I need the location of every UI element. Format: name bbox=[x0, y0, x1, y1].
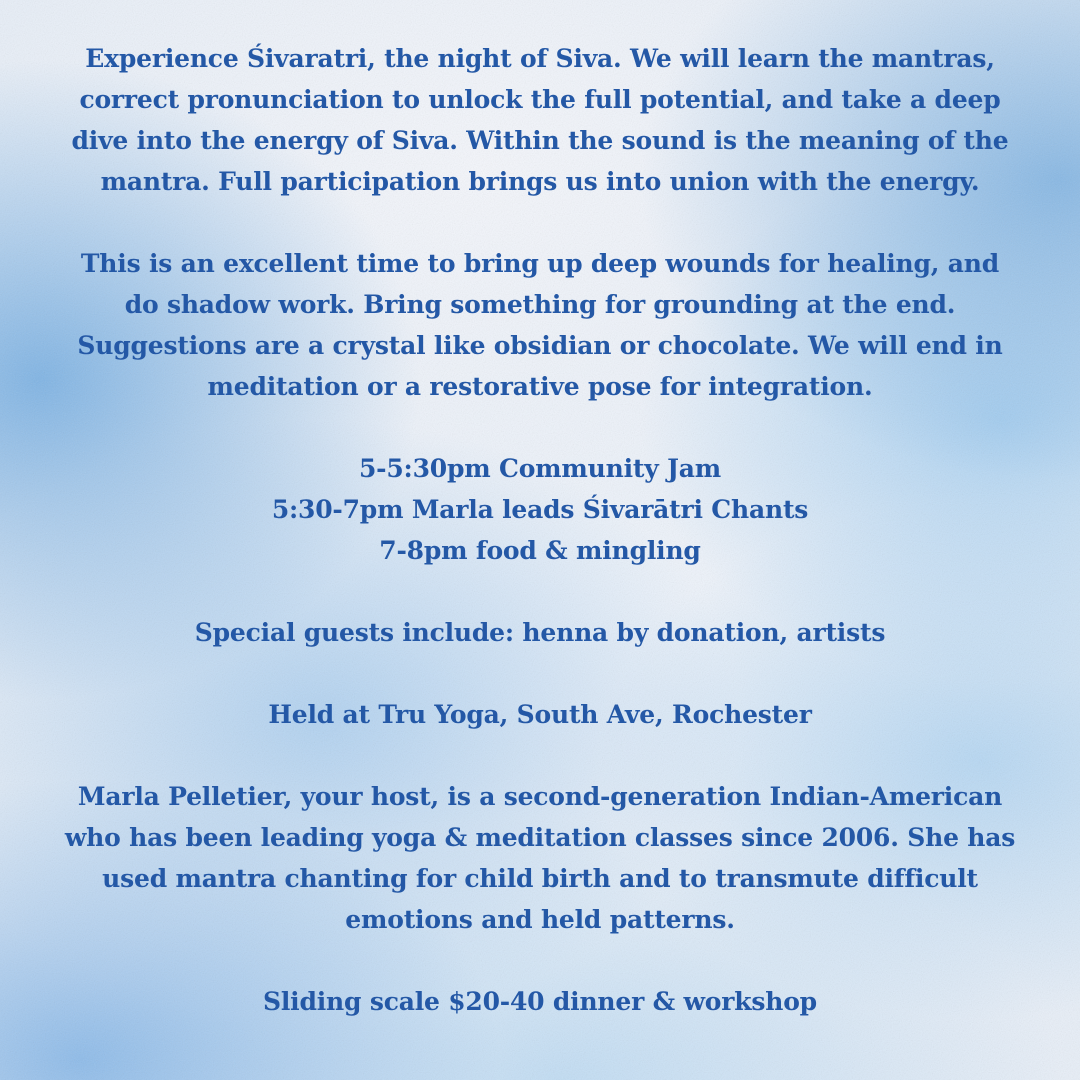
preparation-notes bbox=[40, 243, 1040, 407]
host-bio-line: used mantra chanting for child birth and to transmute difficult bbox=[102, 864, 978, 893]
description-line: Experience Śivaratri, the night of Siva. We will learn the mantras, bbox=[85, 44, 995, 73]
pricing bbox=[40, 981, 1040, 1022]
description-line: dive into the energy of Siva. Within the sound is the meaning of the bbox=[71, 126, 1009, 155]
host-bio-line: who has been leading yoga & meditation classes since 2006. She has bbox=[64, 823, 1016, 852]
schedule bbox=[40, 448, 1040, 571]
host-bio-line: Marla Pelletier, your host, is a second-generation Indian-American bbox=[77, 782, 1003, 811]
schedule-item: 7-8pm food & mingling bbox=[379, 536, 701, 565]
special-guests bbox=[40, 612, 1040, 653]
event-description bbox=[40, 38, 1040, 202]
description-line: correct pronunciation to unlock the full potential, and take a deep bbox=[79, 85, 1001, 114]
special-guests-text: Special guests include: henna by donation, artists bbox=[194, 618, 886, 647]
flyer-text bbox=[40, 38, 1040, 1022]
preparation-line: This is an excellent time to bring up deep wounds for healing, and bbox=[80, 249, 1000, 278]
preparation-line: do shadow work. Bring something for grounding at the end. bbox=[124, 290, 956, 319]
schedule-item: 5:30-7pm Marla leads Śivarātri Chants bbox=[271, 495, 809, 524]
preparation-line: meditation or a restorative pose for integration. bbox=[207, 372, 873, 401]
host-bio bbox=[40, 776, 1040, 940]
preparation-line: Suggestions are a crystal like obsidian or chocolate. We will end in bbox=[77, 331, 1003, 360]
pricing-text: Sliding scale $20-40 dinner & workshop bbox=[263, 987, 817, 1016]
schedule-item: 5-5:30pm Community Jam bbox=[358, 454, 721, 483]
venue bbox=[40, 694, 1040, 735]
host-bio-line: emotions and held patterns. bbox=[345, 905, 735, 934]
venue-text: Held at Tru Yoga, South Ave, Rochester bbox=[268, 700, 812, 729]
description-line: mantra. Full participation brings us into union with the energy. bbox=[100, 167, 980, 196]
